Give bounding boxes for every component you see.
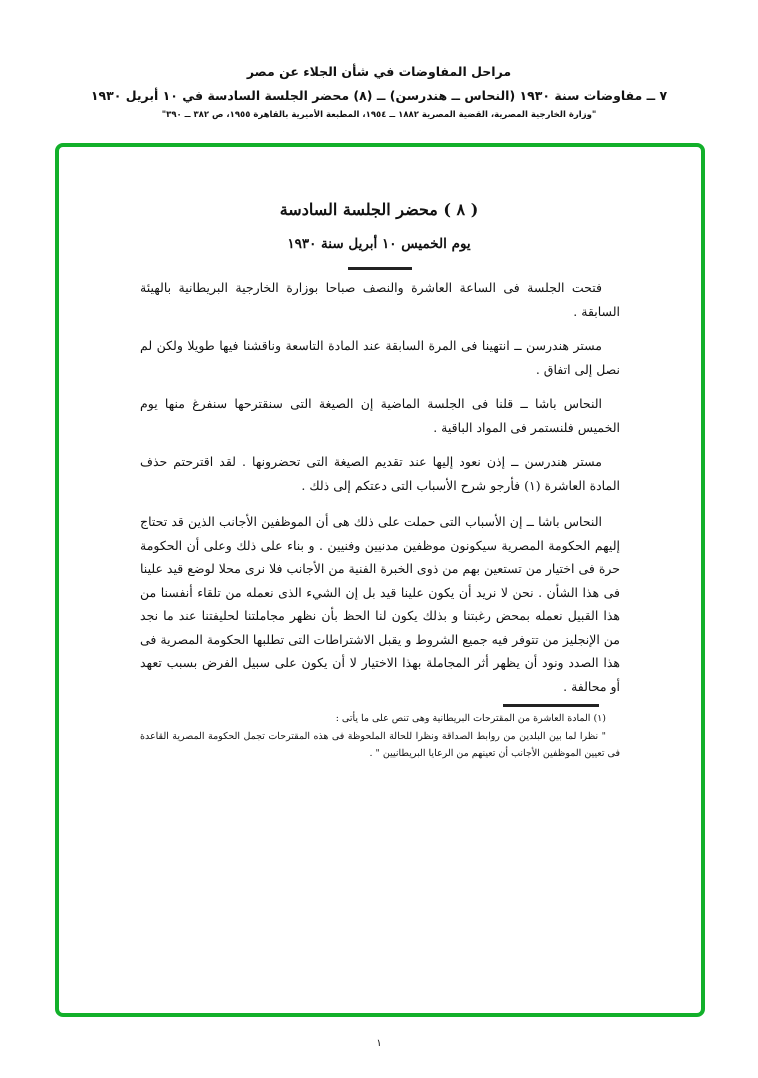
footnote-text: " نظرا لما بين البلدين من روابط الصداقة ونظرا للحالة الملحوظة فى هذه المقترحات تجمل الحكومة المصرية القاعدة فى تعيين الموظفين الأجانب أن تعينهم من الرعايا البريطانيين " . — [140, 730, 620, 759]
paragraph-nahas-1 — [140, 392, 620, 440]
paragraph-opening — [140, 276, 620, 324]
paragraph-text: النحاس باشا ــ إن الأسباب التى حملت على ذلك هى أن الموظفين الأجانب الذين قد تحتاج إليهم الحكومة المصرية سيكونون موظفين مدنيين وفنيين . و بناء على ذلك وعلى أن الحكومة حرة فى اختيار من تستعين بهم من ذوى الخبرة الفنية من الأجانب فلا نرى محلا لوضع قيد علينا فى هذا الشأن . نحن لا نريد أن يكون علينا قيد بل إن الشيء الذى نعمله من تلقاء أنفسنا من هذا القبيل نعمله بمحض رغبتنا و بذلك يكون لنا الحظ بأن نظهر مجاملتنا لحليفتنا عند ما نجد من الإنجليز من تتوفر فيه جميع الشروط و يقبل الاشتراطات التى تطلبها الحكومة المصرية فى هذا الصدد ونود أن يظهر أثر المجاملة بهذا الاختيار لا أن يكون على سبيل الفرض بسبب تعهد أو محالفة . — [140, 514, 620, 694]
paragraph-text: النحاس باشا ــ قلنا فى الجلسة الماضية إن الصيغة التى سنقترحها سنفرغ منها يوم الخميس فلنستمر فى المواد الباقية . — [140, 396, 620, 435]
footnote-text: (١) المادة العاشرة من المقترحات البريطانية وهى تنص على ما يأتى : — [335, 713, 606, 724]
paragraph-text: مستر هندرسن ــ انتهينا فى المرة السابقة عند المادة التاسعة وناقشنا فيها طويلا ولكن لم نصل إلى اتفاق . — [140, 338, 620, 377]
paragraph-nahas-2 — [140, 510, 620, 698]
footnote-quote — [140, 728, 620, 763]
paragraph-henderson-2 — [140, 450, 620, 498]
collection-title: مراحل المفاوضات في شأن الجلاء عن مصر — [246, 64, 512, 79]
title-divider — [348, 267, 412, 270]
footnote-1 — [140, 710, 620, 728]
meeting-date: يوم الخميس ١٠ أبريل سنة ١٩٣٠ — [287, 236, 471, 252]
paragraph-text: مستر هندرسن ــ إذن نعود إليها عند تقديم الصيغة التى تحضرونها . لقد اقترحتم حذف المادة العاشرة (١) فأرجو شرح الأسباب التى دعتكم إلى ذلك . — [140, 454, 620, 493]
source-citation: "وزارة الخارجية المصرية، القضية المصرية ١٨٨٢ ــ ١٩٥٤، المطبعة الأميرية بالقاهرة ١٩٥٥، ص ٣٨٢ ــ ٣٩٠" — [161, 110, 597, 120]
page-number: ١ — [376, 1038, 382, 1049]
document-heading: ٧ ــ مفاوضات سنة ١٩٣٠ (النحاس ــ هندرسن) ــ (٨) محضر الجلسة السادسة في ١٠ أبريل ١٩٣٠ — [90, 88, 668, 103]
paragraph-henderson-1 — [140, 334, 620, 382]
minutes-title: ( ٨ ) محضر الجلسة السادسة — [279, 200, 479, 219]
footnotes — [140, 710, 620, 763]
footnote-divider — [503, 704, 599, 707]
paragraph-text: فتحت الجلسة فى الساعة العاشرة والنصف صباحا بوزارة الخارجية البريطانية بالهيئة السابقة . — [140, 280, 620, 319]
